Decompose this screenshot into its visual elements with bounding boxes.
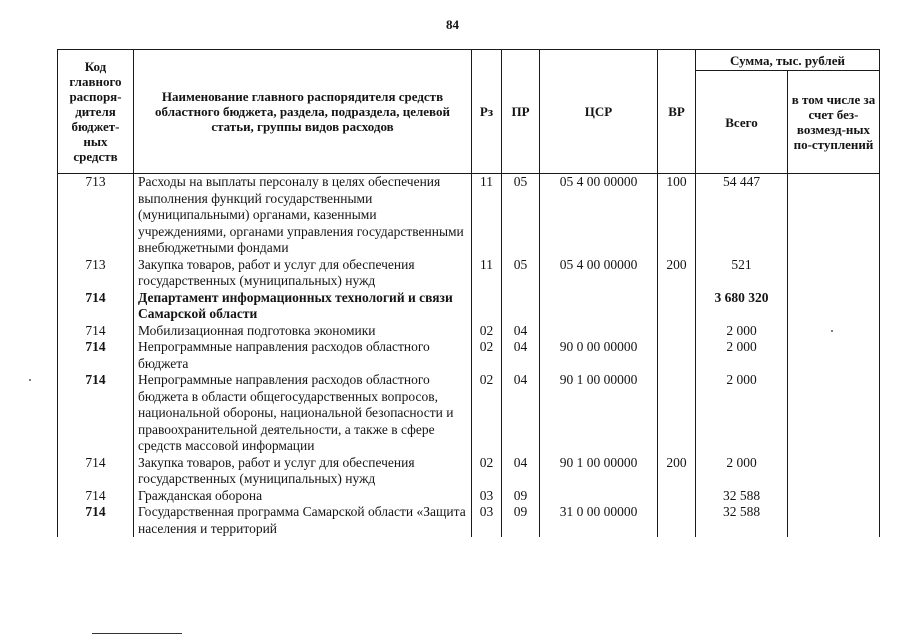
scan-speck (831, 330, 833, 332)
row-extra (788, 257, 880, 290)
row-extra (788, 504, 880, 537)
row-rz (472, 290, 502, 323)
row-code: 714 (58, 455, 134, 488)
row-extra (788, 339, 880, 372)
table-row (58, 174, 880, 257)
row-rz: 02 (472, 455, 502, 488)
row-code: 714 (58, 504, 134, 537)
table-row (58, 257, 880, 290)
row-pr: 04 (502, 372, 540, 455)
row-code: 714 (58, 323, 134, 340)
header-sum-group: Сумма, тыс. рублей (696, 50, 880, 71)
row-vr (658, 290, 696, 323)
table-body (58, 174, 880, 538)
header-rz: Рз (472, 50, 502, 174)
row-code: 714 (58, 290, 134, 323)
row-pr: 05 (502, 257, 540, 290)
row-vr (658, 488, 696, 505)
budget-table (57, 49, 880, 537)
row-vr (658, 372, 696, 455)
row-pr: 09 (502, 504, 540, 537)
row-csr: 90 0 00 00000 (540, 339, 658, 372)
row-total: 2 000 (696, 455, 788, 488)
row-code: 714 (58, 372, 134, 455)
header-total: Всего (696, 71, 788, 174)
row-vr: 200 (658, 455, 696, 488)
row-extra (788, 174, 880, 257)
row-name: Непрограммные направления расходов областного бюджета (134, 339, 472, 372)
row-rz: 03 (472, 488, 502, 505)
row-code: 714 (58, 339, 134, 372)
row-total: 2 000 (696, 372, 788, 455)
header-extra: в том числе за счет без-возмезд-ных по-ступлений (788, 71, 880, 174)
row-extra (788, 323, 880, 340)
row-name: Непрограммные направления расходов областного бюджета в области общегосударственных вопросов, национальной обороны, национальной безопасности и правоохранительной деятельности, а также в сфере средств массовой информации (134, 372, 472, 455)
row-csr: 05 4 00 00000 (540, 257, 658, 290)
table-row-section (58, 290, 880, 323)
row-extra (788, 488, 880, 505)
header-pr: ПР (502, 50, 540, 174)
header-code: Код главного распоря-дителя бюджет-ных средств (58, 50, 134, 174)
row-total: 32 588 (696, 488, 788, 505)
table-row (58, 455, 880, 488)
row-name: Закупка товаров, работ и услуг для обеспечения государственных (муниципальных) нужд (134, 257, 472, 290)
row-extra (788, 455, 880, 488)
row-total: 54 447 (696, 174, 788, 257)
row-name: Гражданская оборона (134, 488, 472, 505)
table-row (58, 339, 880, 372)
row-pr: 09 (502, 488, 540, 505)
row-vr (658, 323, 696, 340)
row-extra (788, 290, 880, 323)
row-code: 713 (58, 257, 134, 290)
row-pr: 05 (502, 174, 540, 257)
row-pr: 04 (502, 455, 540, 488)
row-rz: 02 (472, 339, 502, 372)
row-name: Государственная программа Самарской области «Защита населения и территорий (134, 504, 472, 537)
row-name: Департамент информационных технологий и связи Самарской области (134, 290, 472, 323)
row-csr (540, 323, 658, 340)
row-csr: 05 4 00 00000 (540, 174, 658, 257)
row-name: Мобилизационная подготовка экономики (134, 323, 472, 340)
page-number: 84 (446, 17, 459, 32)
row-pr (502, 290, 540, 323)
header-csr: ЦСР (540, 50, 658, 174)
row-pr: 04 (502, 339, 540, 372)
row-rz: 02 (472, 323, 502, 340)
row-pr: 04 (502, 323, 540, 340)
row-csr: 90 1 00 00000 (540, 372, 658, 455)
table-row (58, 504, 880, 537)
row-extra (788, 372, 880, 455)
row-code: 713 (58, 174, 134, 257)
row-name: Расходы на выплаты персоналу в целях обеспечения выполнения функций государственными (муниципальными) органами, казенными учреждениями, органами управления государственными внебюджетными фондами (134, 174, 472, 257)
row-rz: 02 (472, 372, 502, 455)
row-total: 2 000 (696, 323, 788, 340)
table-row (58, 372, 880, 455)
row-name: Закупка товаров, работ и услуг для обеспечения государственных (муниципальных) нужд (134, 455, 472, 488)
row-csr (540, 290, 658, 323)
row-total: 521 (696, 257, 788, 290)
row-vr: 200 (658, 257, 696, 290)
row-code: 714 (58, 488, 134, 505)
table-row (58, 323, 880, 340)
row-csr: 31 0 00 00000 (540, 504, 658, 537)
table-row (58, 488, 880, 505)
row-csr (540, 488, 658, 505)
scan-speck (29, 379, 31, 381)
row-vr (658, 504, 696, 537)
row-csr: 90 1 00 00000 (540, 455, 658, 488)
row-total: 32 588 (696, 504, 788, 537)
row-vr (658, 339, 696, 372)
footnote-divider (92, 633, 182, 634)
row-vr: 100 (658, 174, 696, 257)
row-rz: 11 (472, 257, 502, 290)
row-rz: 03 (472, 504, 502, 537)
row-total: 2 000 (696, 339, 788, 372)
row-total: 3 680 320 (696, 290, 788, 323)
header-vr: ВР (658, 50, 696, 174)
row-rz: 11 (472, 174, 502, 257)
header-name: Наименование главного распорядителя средств областного бюджета, раздела, подраздела, целевой статьи, группы видов расходов (134, 50, 472, 174)
